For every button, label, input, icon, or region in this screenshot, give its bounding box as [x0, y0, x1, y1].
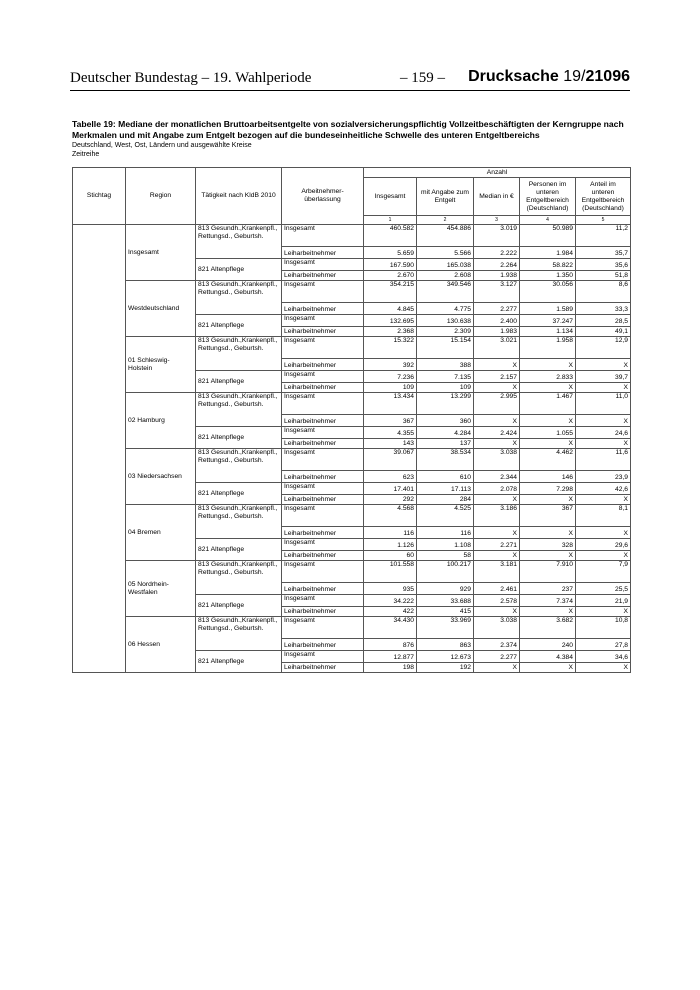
taetigkeit-cell: 821 Altenpflege [196, 371, 282, 393]
value-cell: X [520, 663, 576, 673]
table-subtitle-2: Zeitreihe [72, 151, 100, 158]
table-row [73, 337, 631, 359]
value-cell: 60 [364, 551, 417, 561]
col-personen: Personen im unteren Entgeltbereich (Deutschland) [520, 178, 576, 216]
value-cell: 15.322 [364, 337, 417, 359]
doc-number-a: 19/ [563, 68, 586, 85]
value-cell: X [576, 359, 631, 371]
value-cell: 34,6 [576, 651, 631, 663]
value-cell: X [474, 527, 520, 539]
value-cell: 130.638 [417, 315, 474, 327]
arbeitnehmer-cell: Leiharbeitnehmer [282, 303, 364, 315]
value-cell: 2.995 [474, 393, 520, 415]
arbeitnehmer-cell: Insgesamt [282, 483, 364, 495]
value-cell: 39.067 [364, 449, 417, 471]
value-cell: 29,6 [576, 539, 631, 551]
value-cell: X [576, 495, 631, 505]
value-cell: 460.582 [364, 225, 417, 247]
value-cell: 349.546 [417, 281, 474, 303]
col-angabe: mit Angabe zum Entgelt [417, 178, 474, 216]
value-cell: 3.038 [474, 449, 520, 471]
data-table [72, 167, 631, 673]
value-cell: 35,7 [576, 247, 631, 259]
col-index: 2 [417, 216, 474, 225]
value-cell: 12.673 [417, 651, 474, 663]
table-subtitle: Deutschland, West, Ost, Ländern und ausgewählte Kreise [72, 142, 252, 149]
doc-number-b: 21096 [585, 68, 630, 85]
value-cell: 1.126 [364, 539, 417, 551]
value-cell: 4.462 [520, 449, 576, 471]
page-header [70, 68, 630, 91]
value-cell: X [474, 383, 520, 393]
value-cell: 1.983 [474, 327, 520, 337]
region-cell: 01 Schleswig-Holstein [126, 337, 196, 393]
value-cell: 34.430 [364, 617, 417, 639]
value-cell: X [474, 663, 520, 673]
value-cell: X [576, 439, 631, 449]
value-cell: 284 [417, 495, 474, 505]
value-cell: 58 [417, 551, 474, 561]
taetigkeit-cell: 821 Altenpflege [196, 315, 282, 337]
doc-prefix: Drucksache [468, 68, 559, 85]
taetigkeit-cell: 813 Gesundh.,Krankenpfl., Rettungsd., Geburtsh. [196, 617, 282, 651]
col-stichtag: Stichtag [73, 168, 126, 225]
value-cell: 1.134 [520, 327, 576, 337]
value-cell: X [520, 495, 576, 505]
value-cell: X [474, 415, 520, 427]
value-cell: 2.264 [474, 259, 520, 271]
value-cell: 109 [364, 383, 417, 393]
value-cell: X [474, 495, 520, 505]
value-cell: 2.277 [474, 651, 520, 663]
value-cell: 146 [520, 471, 576, 483]
arbeitnehmer-cell: Insgesamt [282, 561, 364, 583]
value-cell: 360 [417, 415, 474, 427]
arbeitnehmer-cell: Insgesamt [282, 281, 364, 303]
value-cell: 42,6 [576, 483, 631, 495]
value-cell: 367 [364, 415, 417, 427]
value-cell: X [520, 383, 576, 393]
value-cell: 4.355 [364, 427, 417, 439]
value-cell: 3.019 [474, 225, 520, 247]
arbeitnehmer-cell: Insgesamt [282, 449, 364, 471]
value-cell: 192 [417, 663, 474, 673]
arbeitnehmer-cell: Leiharbeitnehmer [282, 639, 364, 651]
value-cell: 4.384 [520, 651, 576, 663]
taetigkeit-cell: 821 Altenpflege [196, 651, 282, 673]
value-cell: 143 [364, 439, 417, 449]
arbeitnehmer-cell: Leiharbeitnehmer [282, 495, 364, 505]
region-cell: 04 Bremen [126, 505, 196, 561]
col-anzahl: Anzahl [364, 168, 631, 178]
taetigkeit-cell: 821 Altenpflege [196, 539, 282, 561]
value-cell: 5.566 [417, 247, 474, 259]
col-median: Median in € [474, 178, 520, 216]
value-cell: 2.277 [474, 303, 520, 315]
value-cell: X [520, 607, 576, 617]
table-title: Tabelle 19: Mediane der monatlichen Bruttoarbeitsentgelte von sozialversicherungspflichtig Vollzeitbeschäftigten der Kerngruppe nach Merkmalen und mit Angabe zum Entgelt bezogen auf die bundeseinheitliche Schwelle des unteren Entgeltbereichs [72, 119, 624, 140]
value-cell: 2.670 [364, 271, 417, 281]
value-cell: X [520, 527, 576, 539]
arbeitnehmer-cell: Insgesamt [282, 595, 364, 607]
arbeitnehmer-cell: Insgesamt [282, 539, 364, 551]
region-cell: 06 Hessen [126, 617, 196, 673]
value-cell: 876 [364, 639, 417, 651]
value-cell: 623 [364, 471, 417, 483]
value-cell: 2.344 [474, 471, 520, 483]
value-cell: 3.181 [474, 561, 520, 583]
taetigkeit-cell: 813 Gesundh.,Krankenpfl., Rettungsd., Geburtsh. [196, 449, 282, 483]
value-cell: 4.775 [417, 303, 474, 315]
value-cell: 7,9 [576, 561, 631, 583]
arbeitnehmer-cell: Leiharbeitnehmer [282, 439, 364, 449]
arbeitnehmer-cell: Leiharbeitnehmer [282, 583, 364, 595]
table-row [73, 617, 631, 639]
value-cell: 38.534 [417, 449, 474, 471]
value-cell: 165.038 [417, 259, 474, 271]
value-cell: 17.401 [364, 483, 417, 495]
taetigkeit-cell: 821 Altenpflege [196, 259, 282, 281]
value-cell: 4.525 [417, 505, 474, 527]
value-cell: 2.578 [474, 595, 520, 607]
value-cell: 2.368 [364, 327, 417, 337]
value-cell: 2.400 [474, 315, 520, 327]
value-cell: X [474, 607, 520, 617]
table-row [73, 505, 631, 527]
col-index: 1 [364, 216, 417, 225]
value-cell: X [474, 359, 520, 371]
value-cell: 17.113 [417, 483, 474, 495]
taetigkeit-cell: 813 Gesundh.,Krankenpfl., Rettungsd., Geburtsh. [196, 393, 282, 427]
value-cell: 51,8 [576, 271, 631, 281]
value-cell: X [576, 551, 631, 561]
col-index: 3 [474, 216, 520, 225]
arbeitnehmer-cell: Insgesamt [282, 617, 364, 639]
value-cell: 28,5 [576, 315, 631, 327]
value-cell: X [520, 415, 576, 427]
arbeitnehmer-cell: Insgesamt [282, 315, 364, 327]
value-cell: 2.309 [417, 327, 474, 337]
value-cell: X [474, 551, 520, 561]
value-cell: 116 [364, 527, 417, 539]
table-row [73, 393, 631, 415]
value-cell: X [576, 527, 631, 539]
value-cell: 1.350 [520, 271, 576, 281]
arbeitnehmer-cell: Leiharbeitnehmer [282, 663, 364, 673]
value-cell: X [576, 415, 631, 427]
arbeitnehmer-cell: Insgesamt [282, 505, 364, 527]
value-cell: 454.886 [417, 225, 474, 247]
value-cell: 929 [417, 583, 474, 595]
value-cell: 13.299 [417, 393, 474, 415]
value-cell: 292 [364, 495, 417, 505]
taetigkeit-cell: 821 Altenpflege [196, 595, 282, 617]
col-index: 5 [576, 216, 631, 225]
value-cell: 23,9 [576, 471, 631, 483]
value-cell: 237 [520, 583, 576, 595]
col-arbeitnehmer: Arbeitnehmer-überlassung [282, 168, 364, 225]
value-cell: 2.424 [474, 427, 520, 439]
value-cell: 935 [364, 583, 417, 595]
value-cell: 21,9 [576, 595, 631, 607]
value-cell: 3.038 [474, 617, 520, 639]
arbeitnehmer-cell: Leiharbeitnehmer [282, 271, 364, 281]
value-cell: 2.461 [474, 583, 520, 595]
value-cell: 863 [417, 639, 474, 651]
value-cell: 7.910 [520, 561, 576, 583]
value-cell: X [520, 439, 576, 449]
value-cell: 7.236 [364, 371, 417, 383]
value-cell: 8,6 [576, 281, 631, 303]
value-cell: 7.298 [520, 483, 576, 495]
value-cell: 2.833 [520, 371, 576, 383]
region-cell: 05 Nordrhein-Westfalen [126, 561, 196, 617]
value-cell: 1.984 [520, 247, 576, 259]
region-cell: 02 Hamburg [126, 393, 196, 449]
value-cell: 12,9 [576, 337, 631, 359]
value-cell: 2.608 [417, 271, 474, 281]
value-cell: X [520, 359, 576, 371]
value-cell: 1.938 [474, 271, 520, 281]
table-row [73, 561, 631, 583]
value-cell: 3.186 [474, 505, 520, 527]
col-anteil: Anteil im unteren Entgeltbereich (Deutschland) [576, 178, 631, 216]
value-cell: 13.434 [364, 393, 417, 415]
arbeitnehmer-cell: Leiharbeitnehmer [282, 551, 364, 561]
value-cell: 116 [417, 527, 474, 539]
value-cell: X [520, 551, 576, 561]
value-cell: 2.157 [474, 371, 520, 383]
value-cell: 10,8 [576, 617, 631, 639]
value-cell: 37.247 [520, 315, 576, 327]
value-cell: 109 [417, 383, 474, 393]
value-cell: 24,6 [576, 427, 631, 439]
taetigkeit-cell: 821 Altenpflege [196, 483, 282, 505]
value-cell: 3.021 [474, 337, 520, 359]
value-cell: 33.969 [417, 617, 474, 639]
table-row [73, 281, 631, 303]
taetigkeit-cell: 813 Gesundh.,Krankenpfl., Rettungsd., Geburtsh. [196, 505, 282, 539]
value-cell: 15.154 [417, 337, 474, 359]
arbeitnehmer-cell: Insgesamt [282, 337, 364, 359]
taetigkeit-cell: 813 Gesundh.,Krankenpfl., Rettungsd., Geburtsh. [196, 337, 282, 371]
stichtag-cell [73, 225, 126, 673]
value-cell: 137 [417, 439, 474, 449]
taetigkeit-cell: 813 Gesundh.,Krankenpfl., Rettungsd., Geburtsh. [196, 281, 282, 315]
value-cell: 2.222 [474, 247, 520, 259]
value-cell: 27,8 [576, 639, 631, 651]
value-cell: 3.127 [474, 281, 520, 303]
value-cell: 50.989 [520, 225, 576, 247]
region-cell: Insgesamt [126, 225, 196, 281]
arbeitnehmer-cell: Insgesamt [282, 371, 364, 383]
value-cell: 167.590 [364, 259, 417, 271]
value-cell: 11,6 [576, 449, 631, 471]
value-cell: 1.108 [417, 539, 474, 551]
value-cell: 8,1 [576, 505, 631, 527]
arbeitnehmer-cell: Leiharbeitnehmer [282, 359, 364, 371]
value-cell: 1.467 [520, 393, 576, 415]
value-cell: 30.056 [520, 281, 576, 303]
value-cell: X [474, 439, 520, 449]
value-cell: 7.135 [417, 371, 474, 383]
col-region: Region [126, 168, 196, 225]
value-cell: 2.271 [474, 539, 520, 551]
page-number: – 159 – [400, 70, 445, 86]
arbeitnehmer-cell: Leiharbeitnehmer [282, 415, 364, 427]
value-cell: 2.374 [474, 639, 520, 651]
arbeitnehmer-cell: Leiharbeitnehmer [282, 383, 364, 393]
arbeitnehmer-cell: Leiharbeitnehmer [282, 527, 364, 539]
col-taetigkeit: Tätigkeit nach KldB 2010 [196, 168, 282, 225]
value-cell: X [576, 607, 631, 617]
region-cell: 03 Niedersachsen [126, 449, 196, 505]
value-cell: 132.695 [364, 315, 417, 327]
arbeitnehmer-cell: Leiharbeitnehmer [282, 607, 364, 617]
arbeitnehmer-cell: Leiharbeitnehmer [282, 471, 364, 483]
document-number [468, 68, 630, 86]
value-cell: X [576, 383, 631, 393]
value-cell: 4.568 [364, 505, 417, 527]
value-cell: 1.055 [520, 427, 576, 439]
value-cell: 1.589 [520, 303, 576, 315]
value-cell: 11,2 [576, 225, 631, 247]
arbeitnehmer-cell: Insgesamt [282, 427, 364, 439]
taetigkeit-cell: 813 Gesundh.,Krankenpfl., Rettungsd., Geburtsh. [196, 561, 282, 595]
value-cell: 33.688 [417, 595, 474, 607]
value-cell: 1.958 [520, 337, 576, 359]
value-cell: 4.845 [364, 303, 417, 315]
value-cell: 610 [417, 471, 474, 483]
value-cell: 4.284 [417, 427, 474, 439]
value-cell: 101.558 [364, 561, 417, 583]
value-cell: 388 [417, 359, 474, 371]
arbeitnehmer-cell: Insgesamt [282, 225, 364, 247]
value-cell: 33,3 [576, 303, 631, 315]
arbeitnehmer-cell: Insgesamt [282, 651, 364, 663]
value-cell: 2.078 [474, 483, 520, 495]
value-cell: 328 [520, 539, 576, 551]
arbeitnehmer-cell: Insgesamt [282, 393, 364, 415]
value-cell: 392 [364, 359, 417, 371]
col-insgesamt: Insgesamt [364, 178, 417, 216]
taetigkeit-cell: 813 Gesundh.,Krankenpfl., Rettungsd., Geburtsh. [196, 225, 282, 259]
value-cell: 240 [520, 639, 576, 651]
value-cell: 198 [364, 663, 417, 673]
value-cell: 34.222 [364, 595, 417, 607]
taetigkeit-cell: 821 Altenpflege [196, 427, 282, 449]
table-row [73, 225, 631, 247]
arbeitnehmer-cell: Leiharbeitnehmer [282, 247, 364, 259]
col-index: 4 [520, 216, 576, 225]
value-cell: 12.877 [364, 651, 417, 663]
value-cell: 11,0 [576, 393, 631, 415]
value-cell: 354.215 [364, 281, 417, 303]
header-left: Deutscher Bundestag – 19. Wahlperiode [70, 70, 312, 86]
value-cell: 367 [520, 505, 576, 527]
value-cell: 39,7 [576, 371, 631, 383]
table-row [73, 449, 631, 471]
value-cell: 49,1 [576, 327, 631, 337]
value-cell: 3.682 [520, 617, 576, 639]
value-cell: 5.659 [364, 247, 417, 259]
arbeitnehmer-cell: Insgesamt [282, 259, 364, 271]
region-cell: Westdeutschland [126, 281, 196, 337]
value-cell: 7.374 [520, 595, 576, 607]
arbeitnehmer-cell: Leiharbeitnehmer [282, 327, 364, 337]
value-cell: 25,5 [576, 583, 631, 595]
value-cell: 415 [417, 607, 474, 617]
value-cell: 35,6 [576, 259, 631, 271]
value-cell: 58.822 [520, 259, 576, 271]
value-cell: X [576, 663, 631, 673]
value-cell: 422 [364, 607, 417, 617]
value-cell: 100.217 [417, 561, 474, 583]
